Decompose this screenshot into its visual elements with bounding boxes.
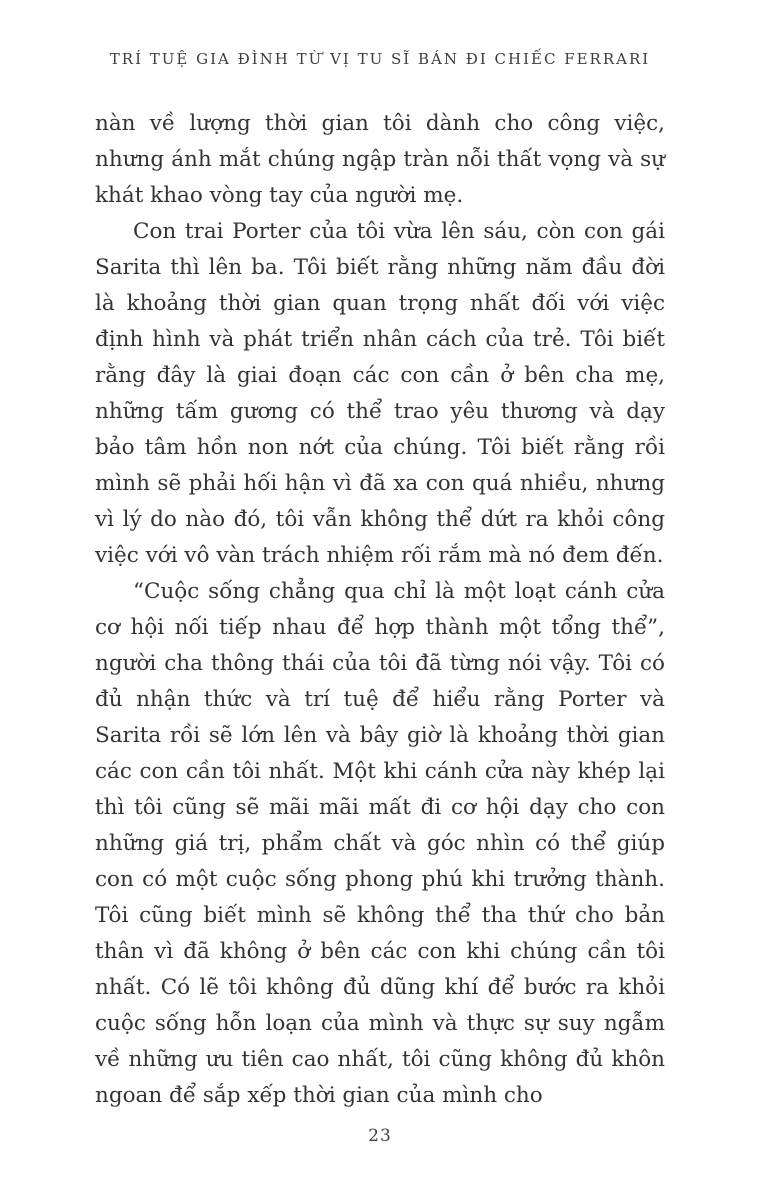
running-header: TRÍ TUỆ GIA ĐÌNH TỪ VỊ TU SĨ BÁN ĐI CHIẾC FERRARI	[109, 50, 651, 68]
paragraph-continuation: nàn về lượng thời gian tôi dành cho công việc, nhưng ánh mắt chúng ngập tràn nỗi thất vọng và sự khát khao vòng tay của người mẹ.	[95, 111, 665, 208]
page-number: 23	[368, 1126, 392, 1146]
paragraph: Con trai Porter của tôi vừa lên sáu, còn con gái Sarita thì lên ba. Tôi biết rằng những năm đầu đời là khoảng thời gian quan trọng nhất đối với việc định hình và phát triển nhân cách của trẻ. Tôi biết rằng đây là giai đoạn các con cần ở bên cha mẹ, những tấm gương có thể trao yêu thương và dạy bảo tâm hồn non nớt của chúng. Tôi biết rằng rồi mình sẽ phải hối hận vì đã xa con quá nhiều, nhưng vì lý do nào đó, tôi vẫn không thể dứt ra khỏi công việc với vô vàn trách nhiệm rối rắm mà nó đem đến.	[95, 219, 665, 568]
page-body	[95, 106, 665, 1114]
paragraph: “Cuộc sống chẳng qua chỉ là một loạt cánh cửa cơ hội nối tiếp nhau để hợp thành một tổng thể”, người cha thông thái của tôi đã từng nói vậy. Tôi có đủ nhận thức và trí tuệ để hiểu rằng Porter và Sarita rồi sẽ lớn lên và bây giờ là khoảng thời gian các con cần tôi nhất. Một khi cánh cửa này khép lại thì tôi cũng sẽ mãi mãi mất đi cơ hội dạy cho con những giá trị, phẩm chất và góc nhìn có thể giúp con có một cuộc sống phong phú khi trưởng thành. Tôi cũng biết mình sẽ không thể tha thứ cho bản thân vì đã không ở bên các con khi chúng cần tôi nhất. Có lẽ tôi không đủ dũng khí để bước ra khỏi cuộc sống hỗn loạn của mình và thực sự suy ngẫm về những ưu tiên cao nhất, tôi cũng không đủ khôn ngoan để sắp xếp thời gian của mình cho	[95, 579, 665, 1108]
